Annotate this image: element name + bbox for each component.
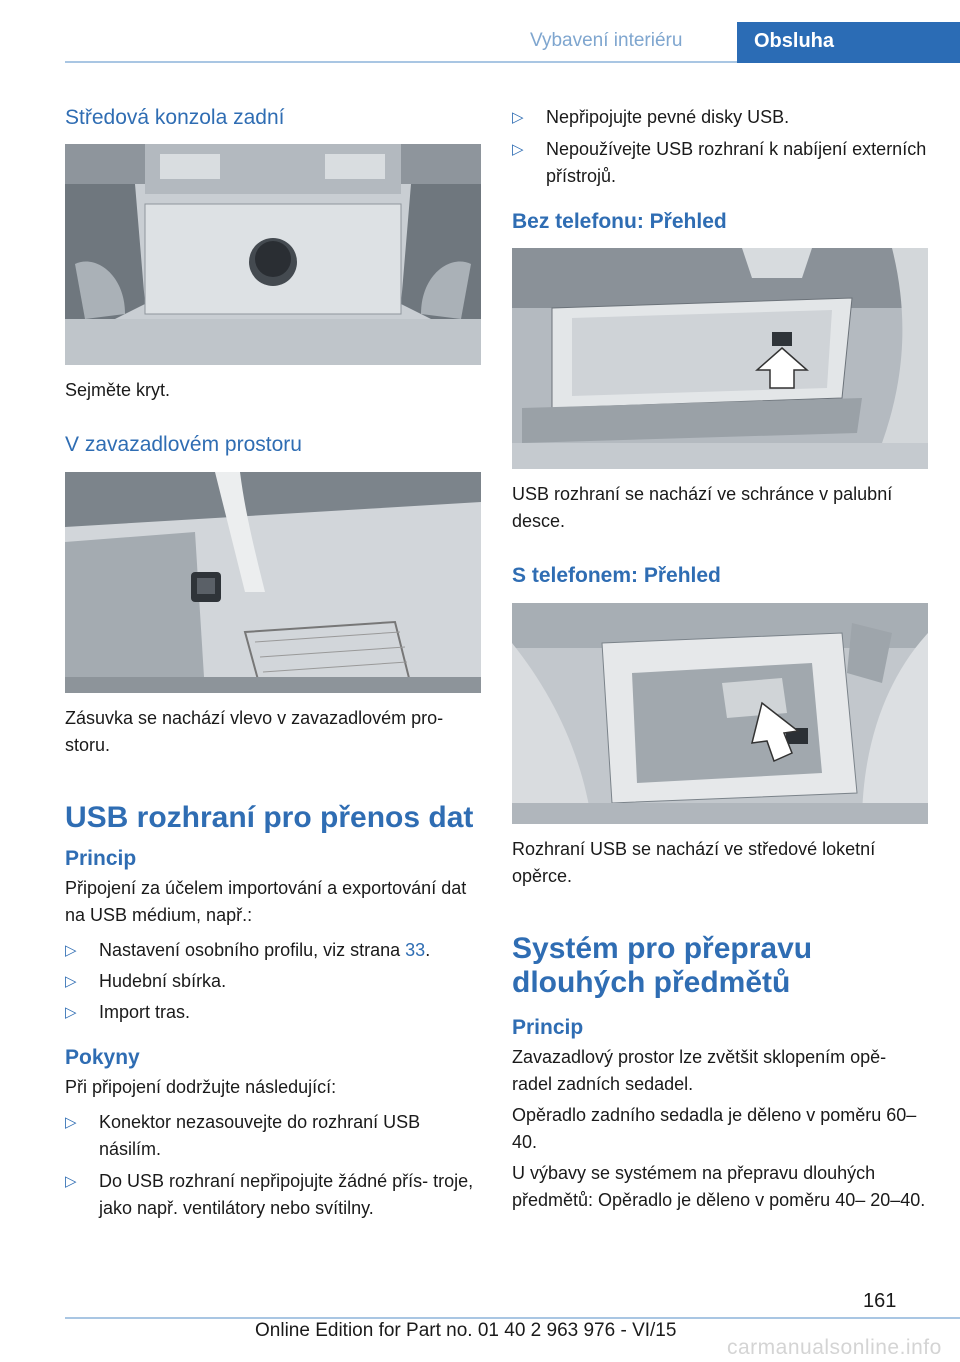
list-item [65, 1109, 481, 1163]
list-item [512, 104, 928, 131]
triangle-right-icon: ▷ [512, 109, 524, 126]
triangle-right-icon: ▷ [65, 973, 77, 990]
title-usb-interface: USB rozhraní pro přenos dat [65, 801, 474, 834]
page-link-33[interactable]: 33 [405, 940, 426, 960]
text-principle-right-2: Opěradlo zadního sedadla je děleno v poměru 60–40. [512, 1105, 917, 1152]
list-item-tail: . [425, 940, 431, 960]
list-item [65, 937, 481, 964]
heading-principle-left: Princip [65, 847, 137, 870]
text-glovebox-usb: USB rozhraní se nachází ve schránce v palubní desce. [512, 484, 893, 531]
list-item [65, 968, 481, 995]
triangle-right-icon: ▷ [65, 942, 77, 959]
triangle-right-icon: ▷ [65, 1173, 77, 1190]
text-socket-location: Zásuvka se nachází vlevo v zavazadlovém pro‐ storu. [65, 708, 444, 755]
list-item-text: Hudební sbírka. [99, 971, 227, 991]
text-principle-right-1: Zavazadlový prostor lze zvětšit sklopením opě‐ radel zadních sedadel. [512, 1047, 887, 1094]
heading-with-phone: S telefonem: Přehled [512, 564, 721, 587]
triangle-right-icon: ▷ [512, 141, 524, 158]
trunk-photo [65, 472, 481, 693]
heading-notes: Pokyny [65, 1046, 140, 1069]
title-long-items-system: Systém pro přepravu dlouhých předmětů [512, 932, 813, 999]
heading-luggage-compartment: V zavazadlovém prostoru [65, 433, 302, 456]
list-item-text: Nepoužívejte USB rozhraní k nabíjení externích přístrojů. [546, 139, 927, 186]
heading-without-phone: Bez telefonu: Přehled [512, 210, 727, 233]
rear-console-photo [65, 144, 481, 365]
list-usb-uses [65, 937, 481, 1026]
edition-note: Online Edition for Part no. 01 40 2 963 976 - VI/15 [255, 1320, 677, 1341]
list-item [65, 1168, 481, 1222]
list-item-text: Nastavení osobního profilu, viz strana [99, 940, 406, 960]
trunk-illustration [65, 472, 481, 693]
list-item [512, 136, 928, 190]
list-item-text: Do USB rozhraní nepřipojujte žádné přís‐ troje, jako např. ventilátory nebo svítilny. [99, 1171, 474, 1218]
list-notes [65, 1109, 481, 1222]
right-column [512, 104, 928, 1214]
armrest-illustration [512, 603, 928, 824]
list-usb-warnings [512, 104, 928, 190]
text-principle-right-3: U výbavy se systémem na přepravu dlouhých předmětů: Opěradlo je děleno v poměru 40– 20–40. [512, 1163, 926, 1210]
triangle-right-icon: ▷ [65, 1004, 77, 1021]
header-section-title: Vybavení interiéru [530, 30, 683, 51]
heading-rear-console: Středová konzola zadní [65, 106, 285, 129]
left-column [65, 104, 481, 1222]
header-chapter-tab: Obsluha [737, 22, 960, 63]
list-item-text: Nepřipojujte pevné disky USB. [546, 107, 790, 127]
heading-principle-right: Princip [512, 1016, 584, 1039]
glovebox-illustration [512, 248, 928, 469]
triangle-right-icon: ▷ [65, 1114, 77, 1131]
list-item-text: Import tras. [99, 1002, 191, 1022]
text-remove-cover: Sejměte kryt. [65, 380, 171, 400]
rear-console-illustration [65, 144, 481, 365]
watermark: carmanualsonline.info [727, 1336, 942, 1359]
armrest-photo [512, 603, 928, 824]
text-notes: Při připojení dodržujte následující: [65, 1077, 337, 1097]
footer-rule [65, 1317, 960, 1319]
list-item-text: Konektor nezasouvejte do rozhraní USB násilím. [99, 1112, 421, 1159]
text-armrest-usb: Rozhraní USB se nachází ve středové loketní opěrce. [512, 839, 876, 886]
glovebox-photo [512, 248, 928, 469]
list-item [65, 999, 481, 1026]
page-number: 161 [863, 1290, 897, 1312]
text-principle-left: Připojení za účelem importování a exportování dat na USB médium, např.: [65, 878, 467, 925]
